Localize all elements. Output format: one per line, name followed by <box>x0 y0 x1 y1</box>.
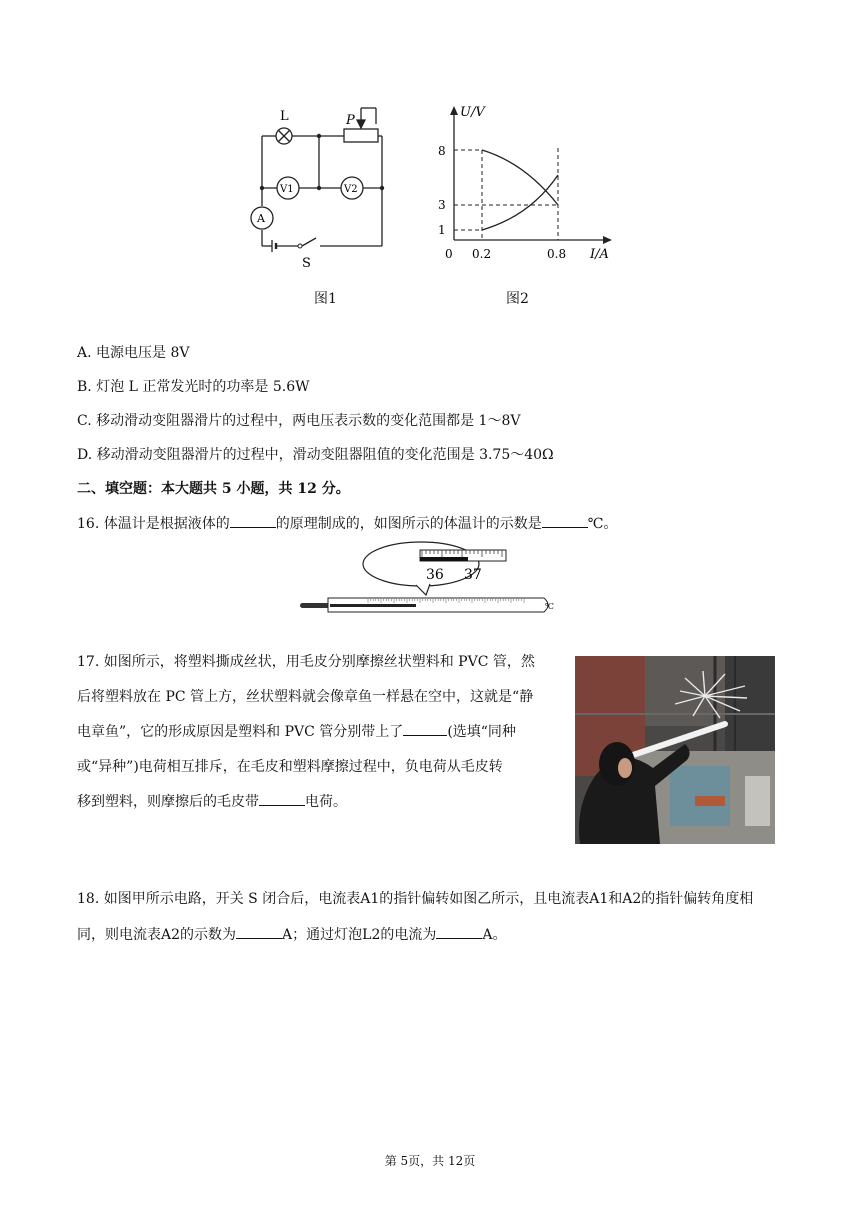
q17-line-4: 或“异种”)电荷相互排斥，在毛皮和塑料摩擦过程中，负电荷从毛皮转 <box>77 759 503 775</box>
q17-blank-2[interactable] <box>259 791 305 806</box>
q17-line-3-text: 电章鱼”，它的形成原因是塑料和 PVC 管分别带上了 <box>77 724 404 740</box>
v2-label: V2 <box>344 184 358 195</box>
question-16 <box>77 513 617 534</box>
origin-label: 0 <box>445 247 453 261</box>
ammeter-label: A <box>257 212 265 225</box>
thermo-label-37: 37 <box>464 567 482 583</box>
q16-text-3: ℃。 <box>587 516 618 532</box>
q17-line-2: 后将塑料放在 PC 管上方，丝状塑料就会像章鱼一样悬在空中，这就是“静 <box>77 689 534 705</box>
q17-line-3 <box>77 715 567 750</box>
q18-text-3: A。 <box>482 927 507 943</box>
option-a: A. 电源电压是 8V <box>77 345 190 361</box>
slider-label: P <box>346 113 355 128</box>
q17-line-5 <box>77 785 567 820</box>
q17-blank-1[interactable] <box>403 721 447 736</box>
question-18-line-1: 18. 如图甲所示电路，开关 S 闭合后，电流表A1的指针偏转如图乙所示，且电流表A1和A2的指针偏转角度相 <box>77 891 754 907</box>
y-axis-label: U/V <box>460 105 485 120</box>
x-axis-label: I/A <box>590 247 609 262</box>
thermometer-figure <box>298 541 560 619</box>
thermo-unit: ℃ <box>545 602 554 611</box>
option-b: B. 灯泡 L 正常发光时的功率是 5.6W <box>77 379 310 395</box>
figure-2-caption: 图2 <box>506 291 529 307</box>
q16-text-2: 的原理制成的，如图所示的体温计的示数是 <box>275 516 542 532</box>
q18-blank-1[interactable] <box>236 924 282 939</box>
q17-line-3-tail: (选填“同种 <box>447 724 516 740</box>
curve-decreasing <box>482 150 558 205</box>
q18-text-2: A；通过灯泡L2的电流为 <box>282 927 437 943</box>
q17-line-5-text: 移到塑料，则摩擦后的毛皮带 <box>77 794 259 810</box>
question-17 <box>77 645 567 820</box>
q16-blank-1[interactable] <box>230 513 276 528</box>
y-tick-3: 3 <box>438 198 446 212</box>
question-18-line-2 <box>77 924 506 945</box>
x-tick-08: 0.8 <box>547 247 567 261</box>
q16-blank-2[interactable] <box>542 513 588 528</box>
q16-text-1: 16. 体温计是根据液体的 <box>77 516 230 532</box>
circuit-diagram <box>240 100 400 270</box>
ui-graph <box>430 98 620 270</box>
q17-line-5-tail: 电荷。 <box>305 794 347 810</box>
y-tick-1: 1 <box>438 223 446 237</box>
q18-blank-2[interactable] <box>436 924 482 939</box>
lamp-label: L <box>280 109 289 124</box>
page-footer: 第 5页，共 12页 <box>384 1154 476 1168</box>
section-heading: 二、填空题：本大题共 5 小题，共 12 分。 <box>77 481 350 497</box>
switch-label: S <box>302 256 311 270</box>
option-c: C. 移动滑动变阻器滑片的过程中，两电压表示数的变化范围都是 1～8V <box>77 413 521 429</box>
option-d: D. 移动滑动变阻器滑片的过程中，滑动变阻器阻值的变化范围是 3.75～40Ω <box>77 447 554 463</box>
static-octopus-photo <box>575 656 775 844</box>
curve-increasing <box>482 175 558 230</box>
q17-line-1: 17. 如图所示，将塑料撕成丝状，用毛皮分别摩擦丝状塑料和 PVC 管，然 <box>77 654 535 670</box>
thermo-label-36: 36 <box>426 567 444 583</box>
y-tick-8: 8 <box>438 144 446 158</box>
v1-label: V1 <box>280 184 294 195</box>
q18-text-1: 同，则电流表A2的示数为 <box>77 927 237 943</box>
figure-1-caption: 图1 <box>314 291 337 307</box>
x-tick-02: 0.2 <box>472 247 492 261</box>
